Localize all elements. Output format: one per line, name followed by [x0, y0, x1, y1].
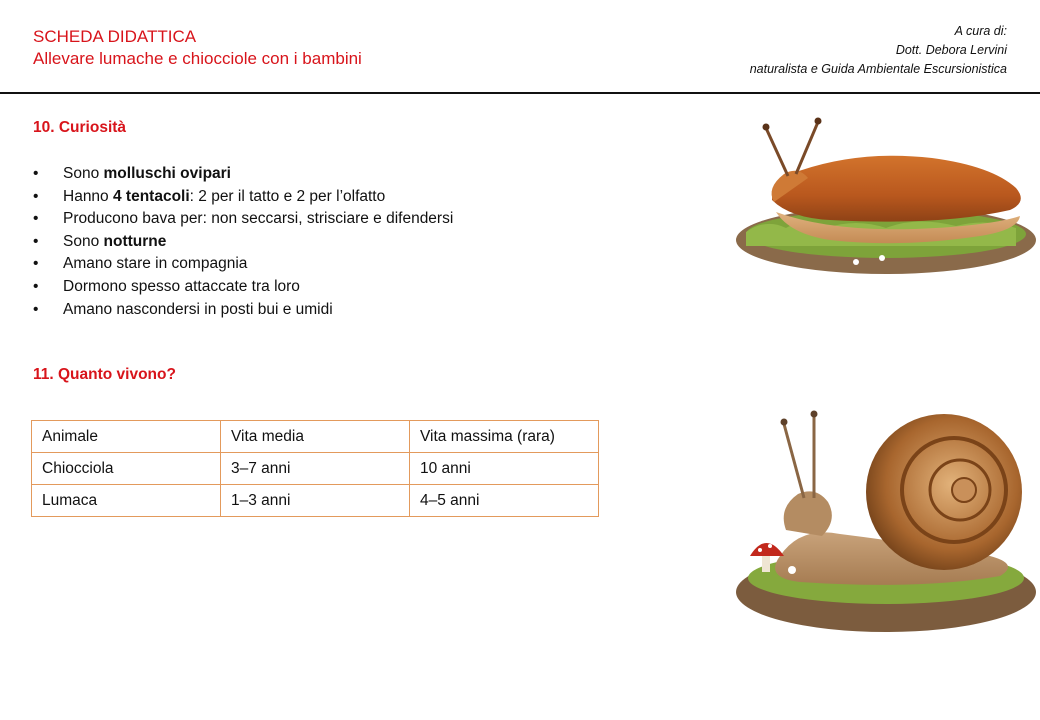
table-row — [32, 485, 599, 517]
table-cell: Lumaca — [32, 485, 221, 517]
section-10-title: 10. Curiosità — [33, 119, 127, 136]
list-item: • Dormono spesso attaccate tra loro — [33, 277, 300, 295]
list-item: • Sono notturne — [33, 232, 167, 250]
document-title — [33, 26, 362, 70]
header-divider — [0, 92, 1040, 94]
author-line-1: A cura di: — [954, 24, 1007, 38]
list-item: • Sono molluschi ovipari — [33, 165, 231, 182]
table-header-cell: Animale — [32, 421, 221, 453]
table-cell: Chiocciola — [32, 453, 221, 485]
table-cell: 4–5 anni — [410, 485, 599, 517]
title-line-1: SCHEDA DIDATTICA — [33, 27, 197, 46]
author-line-3: naturalista e Guida Ambientale Escursionistica — [749, 62, 1007, 76]
curiosity-list — [33, 163, 453, 321]
table-header-cell: Vita media — [221, 421, 410, 453]
author-line-2: Dott. Debora Lervini — [895, 43, 1007, 57]
table-header-row — [32, 421, 599, 453]
table-header-cell: Vita massima (rara) — [410, 421, 599, 453]
list-item: • Amano nascondersi in posti bui e umidi — [33, 300, 333, 318]
list-item: • Hanno 4 tentacoli: 2 per il tatto e 2 per l’olfatto — [33, 187, 386, 205]
title-line-2: Allevare lumache e chiocciole con i bambini — [33, 49, 362, 68]
snail-illustration — [736, 380, 1040, 644]
table-row — [32, 453, 599, 485]
table-cell: 1–3 anni — [221, 485, 410, 517]
lifespan-table — [31, 420, 599, 517]
table-cell: 10 anni — [410, 453, 599, 485]
author-block — [750, 22, 1007, 79]
list-item: • Amano stare in compagnia — [33, 255, 248, 273]
slug-illustration — [736, 112, 1040, 330]
table-cell: 3–7 anni — [221, 453, 410, 485]
section-11-title: 11. Quanto vivono? — [33, 366, 176, 383]
list-item: • Producono bava per: non seccarsi, strisciare e difendersi — [33, 210, 454, 228]
